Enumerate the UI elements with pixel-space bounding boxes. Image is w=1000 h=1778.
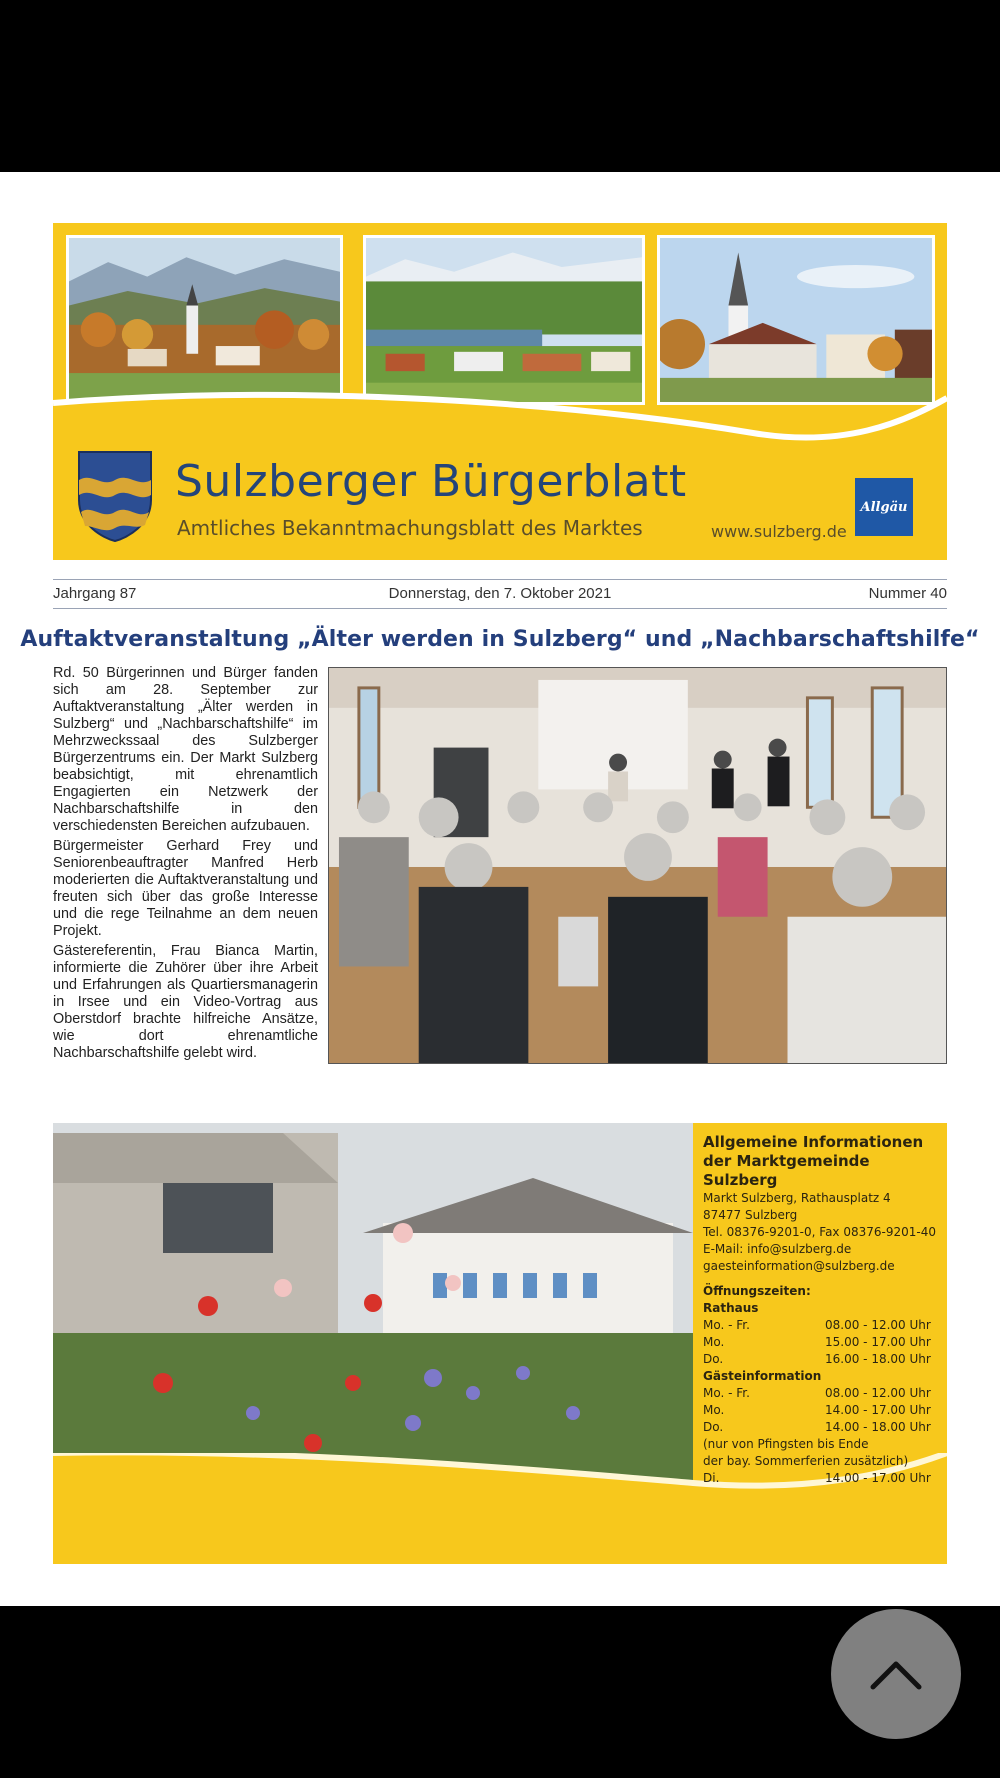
guest-info-title: Gästeinformation [703, 1369, 822, 1383]
hours-row: Do. 14.00 - 18.00 Uhr [703, 1420, 931, 1434]
publication-title: Sulzberger Bürgerblatt [175, 456, 687, 507]
article-body [53, 665, 318, 1065]
guest-email-line[interactable]: gaesteinformation@sulzberg.de [703, 1259, 895, 1273]
event-audience-photo [328, 667, 947, 1064]
rathaus-title: Rathaus [703, 1301, 759, 1315]
info-title-line2: der Marktgemeinde Sulzberg [703, 1152, 870, 1189]
publication-subtitle: Amtliches Bekanntmachungsblatt des Marktes [177, 516, 643, 540]
coat-of-arms-icon [77, 450, 153, 542]
chevron-up-icon [869, 1657, 923, 1691]
postal-line: 87477 Sulzberg [703, 1208, 798, 1222]
article-paragraph: Gästereferentin, Frau Bianca Martin, informierte die Zuhörer über ihre Arbeit und Erfahrungen als Quartiersmanagerin in Irsee und ein Video-Vortrag aus Oberstdorf brachte hilfreiche Ansätze, wie dort ehrenamtliche Nachbarschaftshilfe gelebt wird. [53, 943, 318, 1061]
hours-row: Do. 16.00 - 18.00 Uhr [703, 1352, 931, 1366]
contact-and-hours [703, 1133, 943, 1487]
masthead-banner [53, 223, 947, 560]
issue-meta-bar [53, 579, 947, 609]
newspaper-page [0, 172, 1000, 1606]
municipality-info-block [53, 1123, 947, 1564]
issue-number: Nummer 40 [868, 585, 947, 602]
hours-row: Mo. - Fr. 08.00 - 12.00 Uhr [703, 1386, 931, 1400]
season-note: (nur von Pfingsten bis Ende [703, 1437, 869, 1451]
season-note: der bay. Sommerferien zusätzlich) [703, 1454, 909, 1468]
hours-row: Mo. - Fr. 08.00 - 12.00 Uhr [703, 1318, 931, 1332]
phone-line: Tel. 08376-9201-0, Fax 08376-9201-40 [703, 1225, 936, 1239]
hours-row: Di. 14.00 - 17.00 Uhr [703, 1471, 931, 1485]
issue-volume: Jahrgang 87 [53, 585, 137, 602]
opening-hours-title: Öffnungszeiten: [703, 1284, 811, 1298]
address-line: Markt Sulzberg, Rathausplatz 4 [703, 1191, 891, 1205]
website-link[interactable]: www.sulzberg.de [711, 522, 847, 541]
article-headline: Auftaktveranstaltung „Älter werden in Sulzberg“ und „Nachbarschaftshilfe“ [20, 627, 980, 652]
allgaeu-logo: Allgäu [855, 478, 913, 536]
email-line[interactable]: E-Mail: info@sulzberg.de [703, 1242, 852, 1256]
info-title-line1: Allgemeine Informationen [703, 1133, 924, 1151]
article-paragraph: Bürgermeister Gerhard Frey und Seniorenbeauftragter Manfred Herb moderierten die Auftaktveranstaltung und freuten sich über das große Interesse und die rege Teilnahme an dem neuen Projekt. [53, 838, 318, 939]
article-paragraph: Rd. 50 Bürgerinnen und Bürger fanden sich am 28. September zur Auftaktveranstaltung „Älter werden in Sulzberg“ und „Nachbarschaftshilfe“ im Mehrzweckssaal des Sulzberger Bürgerzentrums ein. Der Markt Sulzberg beabsichtigt, mit ehrenamtlich Engagierten ein Netzwerk der Nachbarschaftshilfe in den verschiedensten Bereichen aufzubauen. [53, 665, 318, 834]
scroll-to-top-button[interactable] [831, 1609, 961, 1739]
hours-row: Mo. 15.00 - 17.00 Uhr [703, 1335, 931, 1349]
issue-date: Donnerstag, den 7. Oktober 2021 [388, 585, 612, 602]
hours-row: Mo. 14.00 - 17.00 Uhr [703, 1403, 931, 1417]
